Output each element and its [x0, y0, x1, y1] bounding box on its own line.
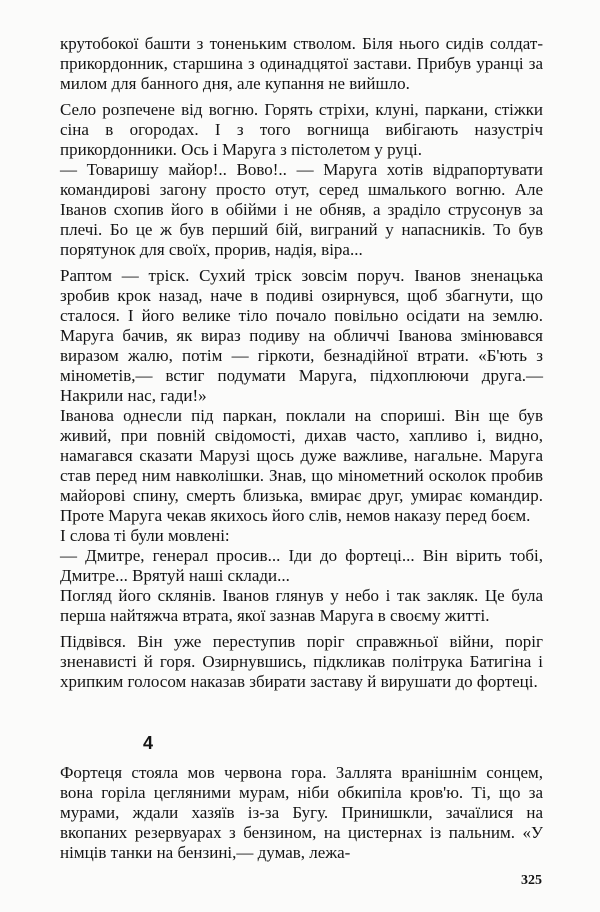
paragraph: І слова ті були мовлені: [60, 526, 230, 545]
paragraph: Село розпечене від вогню. Горять стріхи, клуні, паркани, стіжки сіна в огородах. І з того вогнища вибігають назустріч прикордонники. Ось і Маруга з пістолетом у руці. [60, 100, 543, 159]
paragraph: Раптом — тріск. Сухий тріск зовсім поруч. Іванов зненацька зробив крок назад, наче в подиві озирнувся, щоб збагнути, що сталося. І його велике тіло почало повільно осідати на землю. Маруга бачив, як вираз подиву на обличчі Іванова змінювався виразом жалю, потім — гіркоти, безнадійної втрати. «Б'ють з мінометів,— встиг подумати Маруга, підхоплюючи друга.— Накрили нас, гади!» [60, 266, 543, 405]
page-number: 325 [521, 873, 542, 888]
paragraph: — Товаришу майор!.. Вово!.. — Маруга хотів відрапортувати командирові загону просто отут, серед шмалького вогню. Але Іванов схопив його в обійми і не обняв, а зраділо струсонув за плечі. Бо це ж був перший бій, виграний у напасників. То був порятунок для своїх, прорив, надія, віра... [60, 160, 543, 259]
paragraph: крутобокої башти з тоненьким стволом. Біля нього сидів солдат-прикордонник, старшина з одинадцятої застави. Прибув уранці за милом для банного дня, але купання не вийшло. [60, 34, 543, 93]
paragraph: Підвівся. Він уже переступив поріг справжньої війни, поріг зненависті й горя. Озирнувшись, підкликав політрука Батигіна і хрипким голосом наказав збирати заставу й вирушати до фортеці. [60, 632, 543, 691]
chapter-number: 4 [143, 733, 154, 753]
paragraph: Фортеця стояла мов червона гора. Заллята вранішнім сонцем, вона горіла цегляними мурам, ніби обкипіла кров'ю. Ті, що за мурами, ждали хазяїв із-за Бугу. Принишкли, зачаїлися на вкопаних резервуарах з бензином, на цистернах із пальним. «У німців танки на бензині,— думав, лежа- [60, 763, 543, 862]
paragraph: Погляд його склянів. Іванов глянув у небо і так закляк. Це була перша найтяжча втрата, якої зазнав Маруга в своєму житті. [60, 586, 543, 625]
paragraph: — Дмитре, генерал просив... Іди до фортеці... Він вірить тобі, Дмитре... Врятуй наші склади... [60, 546, 543, 585]
text-block-bottom [60, 763, 543, 863]
paragraph: Іванова однесли під паркан, поклали на спориші. Він ще був живий, при повній свідомості, дихав часто, хапливо і, видно, намагався сказати Марузі щось дуже важливе, нагальне. Маруга став перед ним навколішки. Знав, що мінометний осколок пробив майорові спину, смерть близька, вмирає друг, умирає командир. Проте Маруга чекав якихось його слів, немов наказу перед боєм. [60, 406, 543, 525]
text-block-top [60, 34, 543, 692]
